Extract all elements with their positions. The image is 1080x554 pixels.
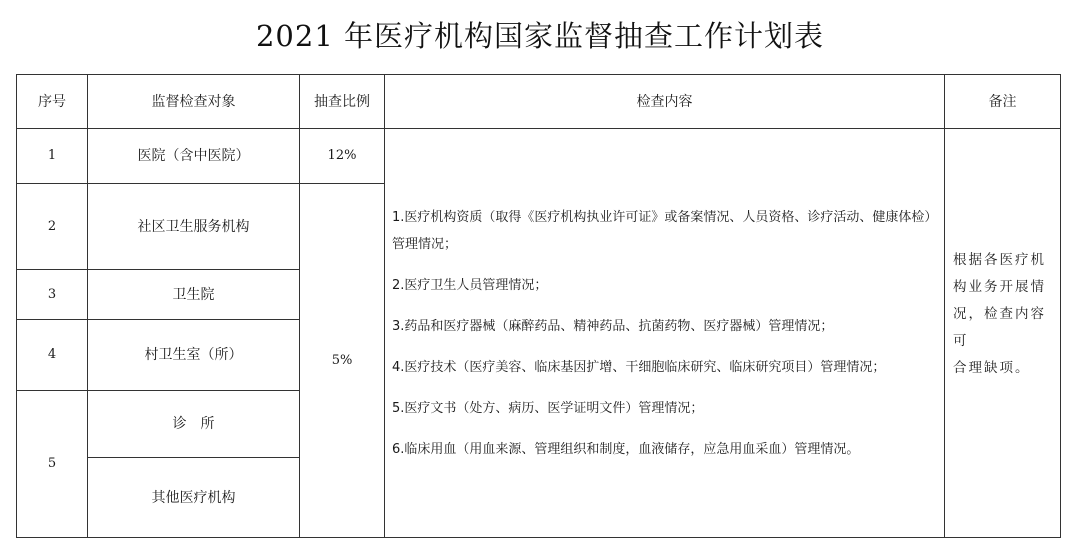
- header-remark: 备注: [945, 75, 1061, 129]
- ratio-cell: 12%: [300, 129, 385, 184]
- inspection-plan-table: [16, 74, 1061, 538]
- remark-line: 根据各医疗机: [953, 252, 1046, 268]
- seq-cell: 3: [17, 270, 88, 320]
- header-seq: 序号: [17, 75, 88, 129]
- content-item: 5.医疗文书（处方、病历、医学证明文件）管理情况；: [392, 400, 704, 416]
- inspection-content-cell: [385, 129, 945, 538]
- object-cell: 医院（含中医院）: [88, 129, 300, 184]
- object-cell: 社区卫生服务机构: [88, 184, 300, 270]
- content-item: 4.医疗技术（医疗美容、临床基因扩增、干细胞临床研究、临床研究项目）管理情况；: [392, 359, 886, 375]
- content-item: 1.医疗机构资质（取得《医疗机构执业许可证》或备案情况、人员资格、诊疗活动、健康体检）管理情况；: [392, 209, 938, 252]
- seq-cell: 4: [17, 320, 88, 391]
- remark-line: 构业务开展情: [953, 279, 1046, 295]
- seq-cell: 2: [17, 184, 88, 270]
- ratio-cell: 5%: [300, 184, 385, 538]
- page-title: 2021 年医疗机构国家监督抽查工作计划表: [255, 19, 825, 53]
- object-cell: 卫生院: [88, 270, 300, 320]
- seq-cell: 1: [17, 129, 88, 184]
- content-item: 2.医疗卫生人员管理情况；: [392, 277, 548, 293]
- remark-cell: [945, 129, 1061, 538]
- content-item: 6.临床用血（用血来源、管理组织和制度，血液储存，应急用血采血）管理情况。: [392, 441, 860, 457]
- seq-cell: 5: [17, 391, 88, 538]
- header-ratio: 抽查比例: [300, 75, 385, 129]
- table-row: [17, 129, 1061, 184]
- header-row: [17, 75, 1061, 129]
- remark-line: 合理缺项。: [953, 360, 1031, 376]
- header-object: 监督检查对象: [88, 75, 300, 129]
- object-cell: 诊 所: [88, 391, 300, 458]
- object-cell: 其他医疗机构: [88, 458, 300, 538]
- object-cell: 村卫生室（所）: [88, 320, 300, 391]
- header-content: 检查内容: [385, 75, 945, 129]
- content-item: 3.药品和医疗器械（麻醉药品、精神药品、抗菌药物、医疗器械）管理情况；: [392, 318, 834, 334]
- remark-line: 况，检查内容可: [953, 306, 1046, 349]
